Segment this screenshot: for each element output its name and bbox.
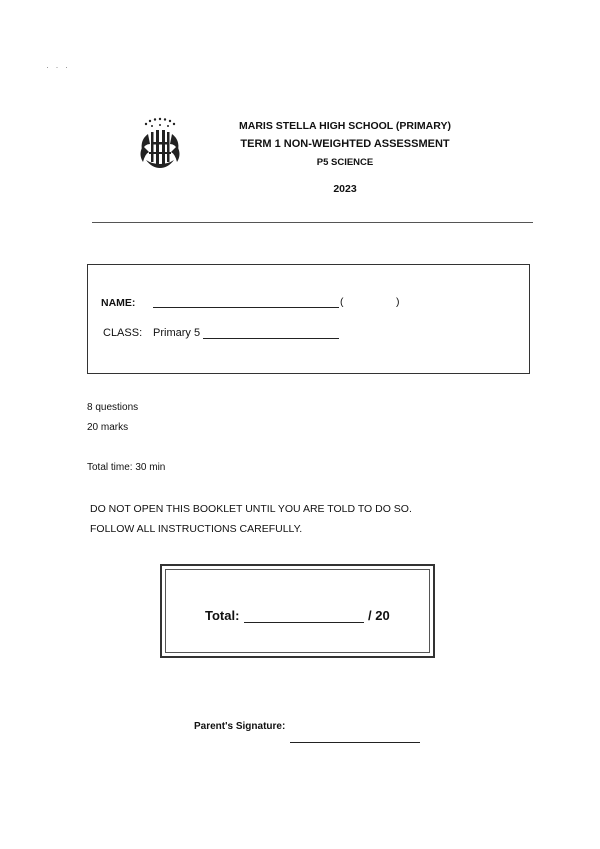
student-info-box — [87, 264, 530, 374]
total-label: Total: — [205, 608, 240, 623]
class-label: CLASS: — [103, 327, 143, 339]
name-label: NAME: — [101, 297, 136, 309]
name-field[interactable] — [153, 307, 339, 308]
total-max: / 20 — [368, 608, 390, 623]
total-time: Total time: 30 min — [87, 462, 166, 473]
class-field[interactable] — [203, 338, 339, 339]
total-marks: 20 marks — [87, 422, 129, 433]
year: 2023 — [333, 183, 357, 195]
index-paren-open: ( — [340, 296, 344, 308]
total-score-field[interactable] — [244, 622, 364, 623]
class-value: Primary 5 — [153, 327, 201, 339]
subject-title: P5 SCIENCE — [316, 157, 374, 168]
scan-dots: · · · — [46, 62, 70, 72]
parent-signature-field[interactable] — [290, 742, 420, 743]
instruction-2: FOLLOW ALL INSTRUCTIONS CAREFULLY. — [90, 523, 303, 535]
parent-signature-label: Parent's Signature: — [194, 721, 286, 732]
header-divider — [92, 222, 533, 223]
school-name: MARIS STELLA HIGH SCHOOL (PRIMARY) — [239, 120, 451, 132]
instruction-1: DO NOT OPEN THIS BOOKLET UNTIL YOU ARE TOLD TO DO SO. — [90, 503, 412, 515]
index-paren-close: ) — [396, 296, 400, 308]
assessment-title: TERM 1 NON-WEIGHTED ASSESSMENT — [240, 138, 450, 150]
total-score-box — [160, 564, 435, 658]
question-count: 8 questions — [87, 402, 139, 413]
